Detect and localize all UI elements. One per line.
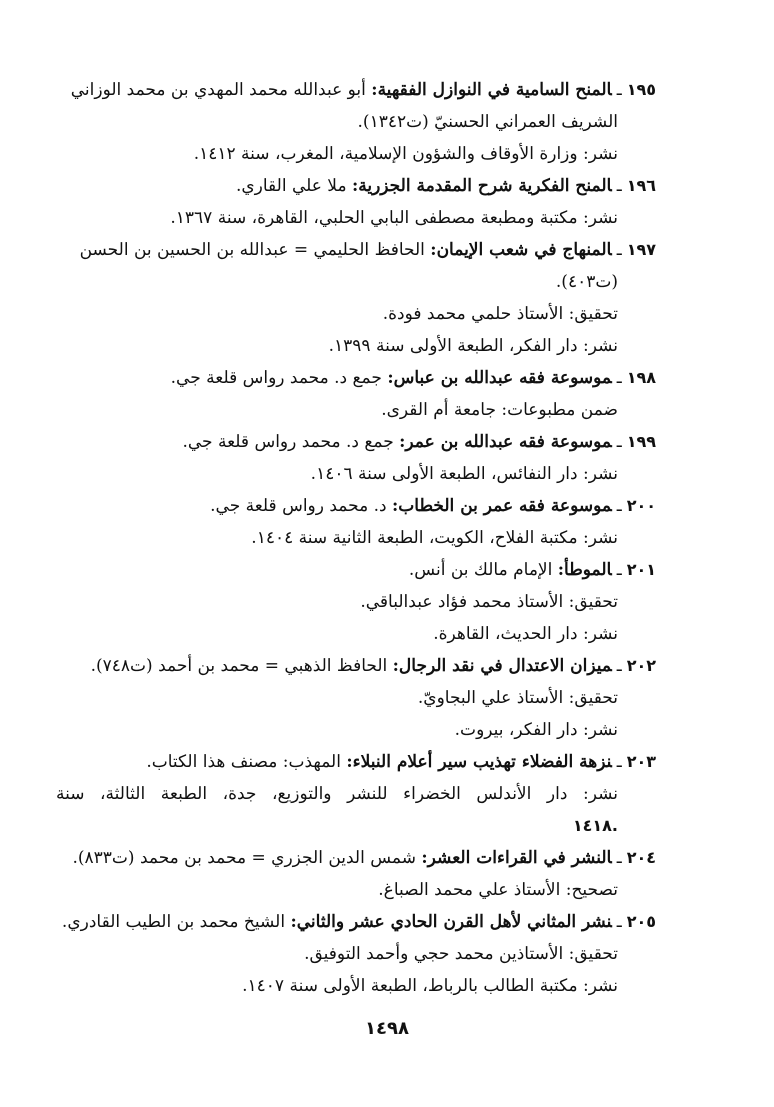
entry-number: ٢٠١ <box>626 560 656 579</box>
entry-200-detail: نشر: مكتبة الفلاح، الكويت، الطبعة الثانية سنة ١٤٠٤. <box>251 528 618 548</box>
entry-author: الحافظ الذهبي = محمد بن أحمد (ت٧٤٨). <box>90 656 388 676</box>
entry-number: ١٩٥ <box>626 80 656 99</box>
entry-203-detail-2 <box>573 812 618 840</box>
entry-197-detail-2: نشر: دار الفكر، الطبعة الأولى سنة ١٣٩٩. <box>328 336 618 356</box>
entry-196-detail: نشر: مكتبة ومطبعة مصطفى البابي الحلبي، القاهرة، سنة ١٣٦٧. <box>170 208 618 228</box>
entry-title: ميزان الاعتدال في نقد الرجال: <box>392 656 612 676</box>
entry-author: الإمام مالك بن أنس. <box>408 560 553 580</box>
entry-202-head: ٢٠٢ـميزان الاعتدال في نقد الرجال: الحافظ الذهبي = محمد بن أحمد (ت٧٤٨). <box>90 656 656 676</box>
entry-title: موسوعة فقه عمر بن الخطاب: <box>392 496 612 516</box>
entry-201-detail-1: تحقيق: الأستاذ محمد فؤاد عبدالباقي. <box>360 592 618 612</box>
entry-number: ٢٠٤ <box>626 848 656 867</box>
entry-200-head: ٢٠٠ـموسوعة فقه عمر بن الخطاب: د. محمد رواس قلعة جي. <box>210 496 656 516</box>
entry-204-head: ٢٠٤ـالنشر في القراءات العشر: شمس الدين الجزري = محمد بن محمد (ت٨٣٣). <box>72 848 656 868</box>
entry-201-detail-2: نشر: دار الحديث، القاهرة. <box>433 624 618 644</box>
entry-number: ١٩٧ <box>626 240 656 259</box>
entry-title: المنهاج في شعب الإيمان: <box>430 240 612 260</box>
entry-number: ٢٠٣ <box>626 752 656 771</box>
entry-author: جمع د. محمد رواس قلعة جي. <box>170 368 382 388</box>
entry-197-author-cont: (ت٤٠٣). <box>555 272 618 292</box>
entry-author: شمس الدين الجزري = محمد بن محمد (ت٨٣٣). <box>72 848 416 868</box>
entry-196-head: ١٩٦ـالمنح الفكرية شرح المقدمة الجزرية: ملا علي القاري. <box>235 176 656 196</box>
entry-number: ٢٠٥ <box>626 912 656 931</box>
entry-203-head: ٢٠٣ـنزهة الفضلاء تهذيب سير أعلام النبلاء: المهذب: مصنف هذا الكتاب. <box>146 752 656 772</box>
entry-title: موسوعة فقه عبدالله بن عباس: <box>387 368 612 388</box>
entry-title: المنح الفكرية شرح المقدمة الجزرية: <box>351 176 612 196</box>
entry-205-detail-1: تحقيق: الأستاذين محمد حجي وأحمد التوفيق. <box>304 944 618 964</box>
entry-number: ٢٠٢ <box>626 656 656 675</box>
entry-number: ١٩٨ <box>626 368 656 387</box>
entry-204-detail: تصحيح: الأستاذ علي محمد الصباغ. <box>378 880 618 900</box>
entry-198-head: ١٩٨ـموسوعة فقه عبدالله بن عباس: جمع د. محمد رواس قلعة جي. <box>170 368 656 388</box>
entry-198-detail: ضمن مطبوعات: جامعة أم القرى. <box>381 400 618 420</box>
entry-author: ملا علي القاري. <box>235 176 347 196</box>
entry-title: الموطأ: <box>557 560 612 580</box>
entry-203-detail-1: نشر: دار الأندلس الخضراء للنشر والتوزيع، جدة، الطبعة الثالثة، سنة <box>56 784 618 804</box>
entry-203-year: ١٤١٨. <box>572 816 618 835</box>
entry-author: الشيخ محمد بن الطيب القادري. <box>61 912 286 932</box>
entry-author: أبو عبدالله محمد المهدي بن محمد الوزاني <box>70 80 366 100</box>
entry-title: المنح السامية في النوازل الفقهية: <box>371 80 612 100</box>
entry-197-head: ١٩٧ـالمنهاج في شعب الإيمان: الحافظ الحليمي = عبدالله بن الحسين بن الحسن <box>79 240 656 260</box>
entry-title: النشر في القراءات العشر: <box>421 848 612 868</box>
entry-number: ٢٠٠ <box>626 496 656 515</box>
entry-title: نشر المثاني لأهل القرن الحادي عشر والثاني: <box>290 912 612 932</box>
entry-202-detail-1: تحقيق: الأستاذ علي البجاويّ. <box>417 688 618 708</box>
entry-author: جمع د. محمد رواس قلعة جي. <box>182 432 394 452</box>
entry-197-detail-1: تحقيق: الأستاذ حلمي محمد فودة. <box>382 304 618 324</box>
entry-201-head: ٢٠١ـالموطأ: الإمام مالك بن أنس. <box>408 560 656 580</box>
entry-199-head: ١٩٩ـموسوعة فقه عبدالله بن عمر: جمع د. محمد رواس قلعة جي. <box>182 432 656 452</box>
entry-195-detail: نشر: وزارة الأوقاف والشؤون الإسلامية، المغرب، سنة ١٤١٢. <box>193 144 618 164</box>
entry-number: ١٩٩ <box>626 432 656 451</box>
entry-title: نزهة الفضلاء تهذيب سير أعلام النبلاء: <box>346 752 612 772</box>
entry-author: الحافظ الحليمي = عبدالله بن الحسين بن الحسن <box>79 240 425 260</box>
entry-202-detail-2: نشر: دار الفكر، بيروت. <box>454 720 618 740</box>
page-number: ١٤٩٨ <box>365 1018 409 1039</box>
entry-195-author-cont: الشريف العمراني الحسنيّ (ت١٣٤٢). <box>357 112 618 132</box>
entry-205-detail-2: نشر: مكتبة الطالب بالرباط، الطبعة الأولى سنة ١٤٠٧. <box>242 976 618 996</box>
entry-205-head: ٢٠٥ـنشر المثاني لأهل القرن الحادي عشر والثاني: الشيخ محمد بن الطيب القادري. <box>61 912 656 932</box>
entry-author: المهذب: مصنف هذا الكتاب. <box>146 752 341 772</box>
entry-number: ١٩٦ <box>626 176 656 195</box>
entry-title: موسوعة فقه عبدالله بن عمر: <box>399 432 612 452</box>
entry-199-detail: نشر: دار النفائس، الطبعة الأولى سنة ١٤٠٦. <box>310 464 618 484</box>
entry-author: د. محمد رواس قلعة جي. <box>210 496 387 516</box>
entry-195-head: ١٩٥ـالمنح السامية في النوازل الفقهية: أبو عبدالله محمد المهدي بن محمد الوزاني <box>70 80 656 100</box>
